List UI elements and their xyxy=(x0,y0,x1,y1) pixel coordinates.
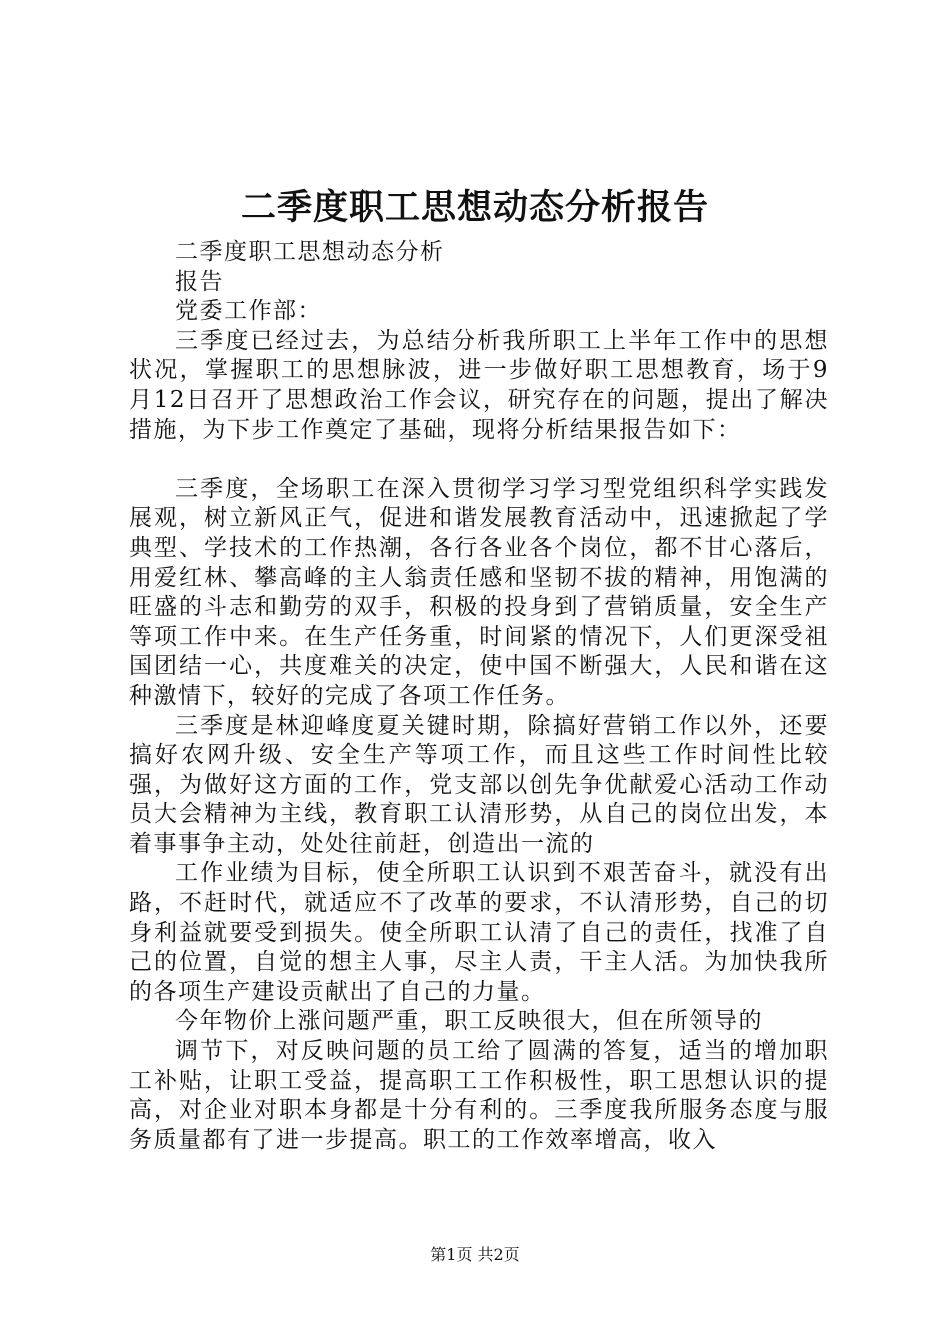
document-title: 二季度职工思想动态分析报告 xyxy=(240,187,709,228)
paragraph-4: 工作业绩为目标，使全所职工认识到不艰苦奋斗，就没有出路，不赶时代，就适应不了改革的要求，不认清形势，自己的切身利益就要受到损失。使全所职工认清了自己的责任，找准了自己的位置，自觉的想主人事，尽主人责，干主人活。为加快我所的各项生产建设贡献出了自己的力量。 xyxy=(129,860,829,1005)
paragraph-2: 三季度，全场职工在深入贯彻学习学习型党组织科学实践发展观，树立新风正气，促进和谐发展教育活动中，迅速掀起了学典型、学技术的工作热潮，各行各业各个岗位，都不甘心落后，用爱红林、攀高峰的主人翁责任感和坚韧不拔的精神，用饱满的旺盛的斗志和勤劳的双手，积极的投身到了营销质量，安全生产等项工作中来。在生产任务重，时间紧的情况下，人们更深受祖国团结一心，共度难关的决定，使中国不断强大，人民和谐在这种激情下，较好的完成了各项工作任务。 xyxy=(129,475,829,709)
paragraph-spacer xyxy=(129,445,829,475)
subtitle-line-1: 二季度职工思想动态分析 xyxy=(175,239,445,265)
document-body xyxy=(129,238,829,1155)
addressee: 党委工作部： xyxy=(175,298,322,325)
paragraph-3: 三季度是林迎峰度夏关键时期，除搞好营销工作以外，还要搞好农网升级、安全生产等项工作，而且这些工作时间性比较强，为做好这方面的工作，党支部以创先争优献爱心活动工作动员大会精神为主线，教育职工认清形势，从自己的岗位出发，本着事事争主动，处处往前赶，创造出一流的 xyxy=(129,712,829,857)
subtitle-line-2: 报告 xyxy=(175,268,224,295)
paragraph-intro: 三季度已经过去，为总结分析我所职工上半年工作中的思想状况，掌握职工的思想脉波，进一步做好职工思想教育，场于9月12日召开了思想政治工作会议，研究存在的问题，提出了解决措施，为下步工作奠定了基础，现将分析结果报告如下： xyxy=(129,327,829,443)
paragraph-6: 调节下，对反映问题的员工给了圆满的答复，适当的增加职工补贴，让职工受益，提高职工工作积极性，职工思想认识的提高，对企业对职本身都是十分有利的。三季度我所服务态度与服务质量都有了进一步提高。职工的工作效率增高，收入 xyxy=(129,1038,829,1153)
paragraph-5: 今年物价上涨问题严重，职工反映很大，但在所领导的 xyxy=(175,1008,763,1035)
page-footer: 第1页 共2页 xyxy=(430,1245,520,1264)
